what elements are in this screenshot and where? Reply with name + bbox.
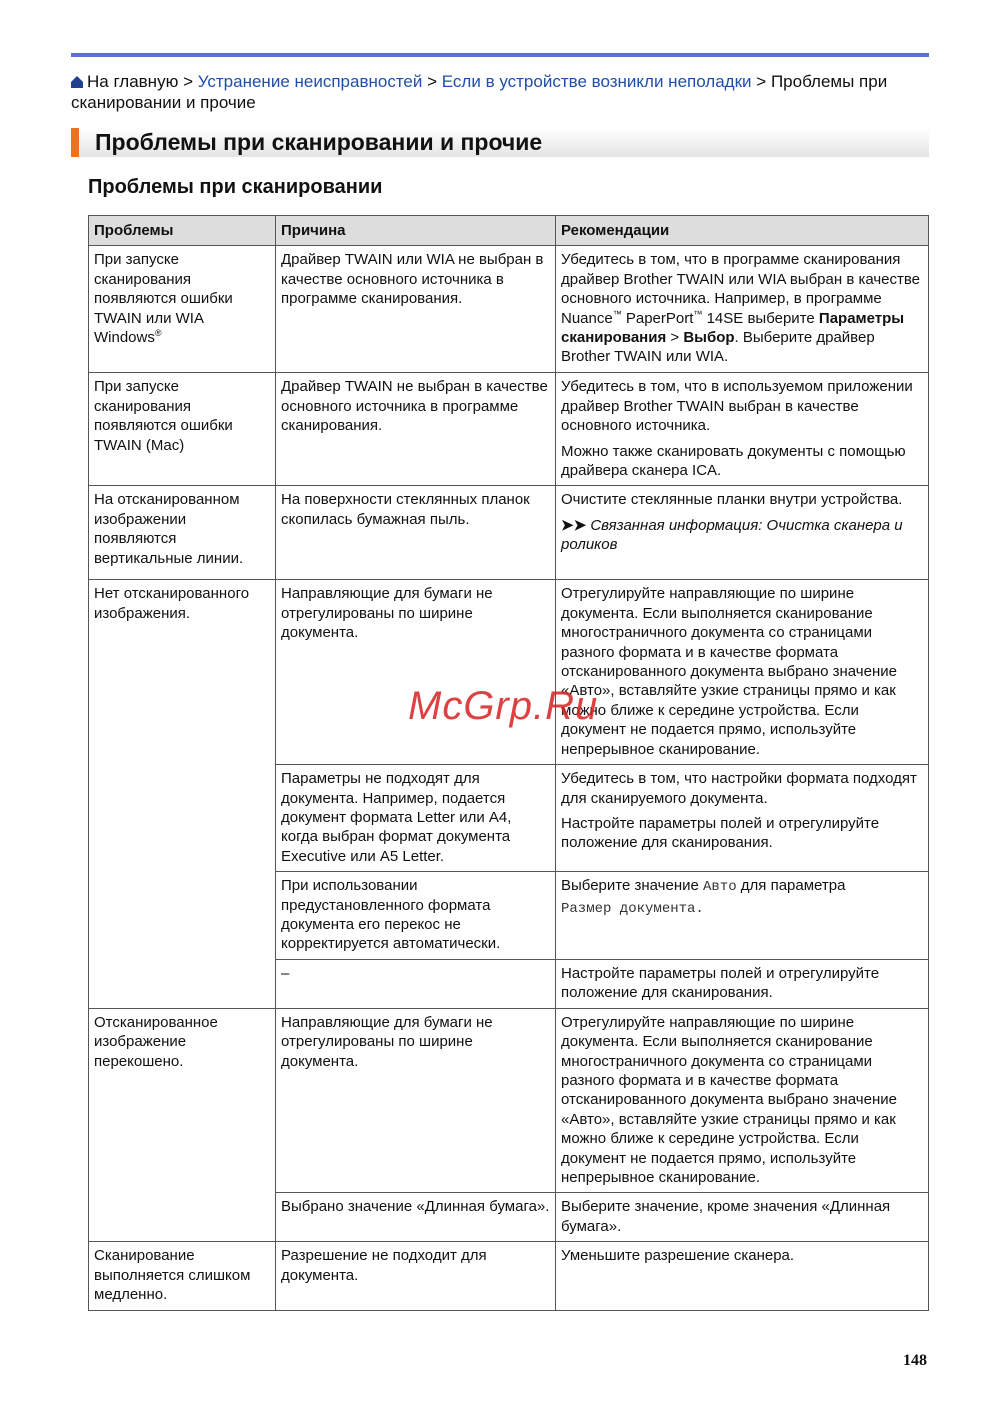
breadcrumb-troubleshooting[interactable]: Устранение неисправностей: [197, 72, 423, 91]
watermark: McGrp.Ru: [408, 684, 599, 728]
recommendation-cell: Уменьшите разрешение сканера.: [556, 1242, 929, 1310]
breadcrumb-separator: >: [756, 72, 767, 91]
header-recommendations: Рекомендации: [556, 216, 929, 246]
page-title-bar: [71, 128, 929, 157]
rec-text: для параметра: [736, 877, 846, 895]
cause-cell: Разрешение не подходит для документа.: [276, 1242, 556, 1310]
problem-cell: [89, 246, 276, 373]
breadcrumb-separator: >: [427, 72, 438, 91]
related-info-label: Связанная информация: [590, 516, 759, 534]
cause-cell: На поверхности стеклянных планок скопилась бумажная пыль.: [276, 486, 556, 580]
problem-text: При запуске сканирования появляются ошибки TWAIN или WIA Windows: [94, 251, 233, 347]
recommendation-cell: Настройте параметры полей и отрегулируйте положение для сканирования.: [556, 959, 929, 1008]
breadcrumb-device-problems[interactable]: Если в устройстве возникли неполадки: [441, 72, 752, 91]
trademark: ™: [693, 308, 703, 319]
rec-text: Очистите стеклянные планки внутри устройства.: [561, 491, 903, 509]
rec-text: . Выберите драйвер Brother TWAIN или WIA.: [561, 329, 875, 366]
table-row: [89, 246, 929, 373]
problem-cell: Нет отсканированного изображения.: [89, 580, 276, 1008]
home-icon: [71, 76, 83, 88]
recommendation-cell: [556, 765, 929, 872]
cause-cell: Драйвер TWAIN не выбран в качестве основного источника в программе сканирования.: [276, 373, 556, 486]
rec-text: Можно также сканировать документы с помощью драйвера сканера ICA.: [561, 442, 906, 480]
rec-text: Убедитесь в том, что в используемом приложении драйвер Brother TWAIN выбран в качестве основного источника.: [561, 378, 913, 435]
cause-cell: Направляющие для бумаги не отрегулированы по ширине документа.: [276, 580, 556, 765]
problem-cell: Отсканированное изображение перекошено.: [89, 1008, 276, 1242]
recommendation-cell: Отрегулируйте направляющие по ширине документа. Если выполняется сканирование многостраничного документа со страницами разного формата и в качестве формата отсканированного документа выбрано значение «Авто», вставляйте узкие страницы прямо и как можно ближе к середине устройства. Если документ не подается прямо, используйте непрерывное сканирование.: [556, 580, 929, 765]
recommendation-cell: [556, 872, 929, 960]
breadcrumb-home[interactable]: На главную: [87, 72, 179, 91]
header-cause: Причина: [276, 216, 556, 246]
setting-value-auto: Авто: [703, 879, 737, 896]
rec-text: Убедитесь в том, что настройки формата подходят для сканируемого документа.: [561, 770, 917, 807]
cause-cell: Драйвер TWAIN или WIA не выбран в качестве основного источника в программе сканирования.: [276, 246, 556, 373]
cause-cell: –: [276, 959, 556, 1008]
cause-cell: При использовании предустановленного формата документа его перекос не корректируется автоматически.: [276, 872, 556, 960]
table-header-row: [89, 216, 929, 246]
cause-cell: Выбрано значение «Длинная бумага».: [276, 1193, 556, 1242]
rec-text: >: [666, 329, 684, 347]
problems-table: [88, 215, 929, 1311]
table-row: [89, 486, 929, 580]
breadcrumb: [71, 71, 931, 113]
top-rule: [71, 53, 929, 57]
recommendation-cell: [556, 373, 929, 486]
recommendation-cell: [556, 486, 929, 580]
section-title: Проблемы при сканировании: [88, 176, 383, 198]
rec-text: PaperPort: [621, 309, 694, 327]
problem-cell: При запуске сканирования появляются ошибки TWAIN (Mac): [89, 373, 276, 486]
recommendation-cell: [556, 246, 929, 373]
rec-text: 14SE выберите: [702, 309, 819, 327]
page-title: Проблемы при сканировании и прочие: [95, 129, 543, 155]
double-arrow-icon: ➤➤: [561, 516, 587, 534]
table-row: [89, 373, 929, 486]
registered-mark: ®: [154, 328, 162, 339]
page-number: 148: [903, 1352, 927, 1369]
table-row: [89, 580, 929, 765]
table-row: [89, 1242, 929, 1310]
related-info-link[interactable]: : Очистка сканера и роликов: [561, 516, 903, 554]
accent-bar: [71, 128, 79, 157]
menu-scan-settings: Параметры сканирования: [561, 309, 905, 347]
recommendation-cell: Выберите значение, кроме значения «Длинная бумага».: [556, 1193, 929, 1242]
problem-cell: Сканирование выполняется слишком медленно.: [89, 1242, 276, 1310]
trademark: ™: [612, 308, 622, 319]
header-problems: Проблемы: [89, 216, 276, 246]
menu-select: Выбор: [683, 329, 735, 347]
problem-cell: На отсканированном изображении появляются вертикальные линии.: [89, 486, 276, 580]
table-row: [89, 1008, 929, 1193]
breadcrumb-separator: >: [183, 72, 193, 91]
rec-text: Убедитесь в том, что в программе сканирования драйвер Brother TWAIN или WIA выбран в качестве основного источника. Например, в программе Nuance: [561, 251, 921, 327]
recommendation-cell: Отрегулируйте направляющие по ширине документа. Если выполняется сканирование многостраничного документа со страницами разного формата и в качестве формата отсканированного документа выбрано значение «Авто», вставляйте узкие страницы прямо и как можно ближе к середине устройства. Если документ не подается прямо, используйте непрерывное сканирование.: [556, 1008, 929, 1193]
rec-text: Выберите значение: [561, 877, 703, 895]
setting-document-size: Размер документа.: [561, 900, 704, 917]
rec-text: Настройте параметры полей и отрегулируйте положение для сканирования.: [561, 814, 880, 852]
cause-cell: Параметры не подходят для документа. Например, подается документ формата Letter или A4, когда выбран формат документа Executive или A5 Letter.: [276, 765, 556, 872]
breadcrumb-current: Проблемы при сканировании и прочие: [71, 72, 888, 112]
cause-cell: Направляющие для бумаги не отрегулированы по ширине документа.: [276, 1008, 556, 1193]
